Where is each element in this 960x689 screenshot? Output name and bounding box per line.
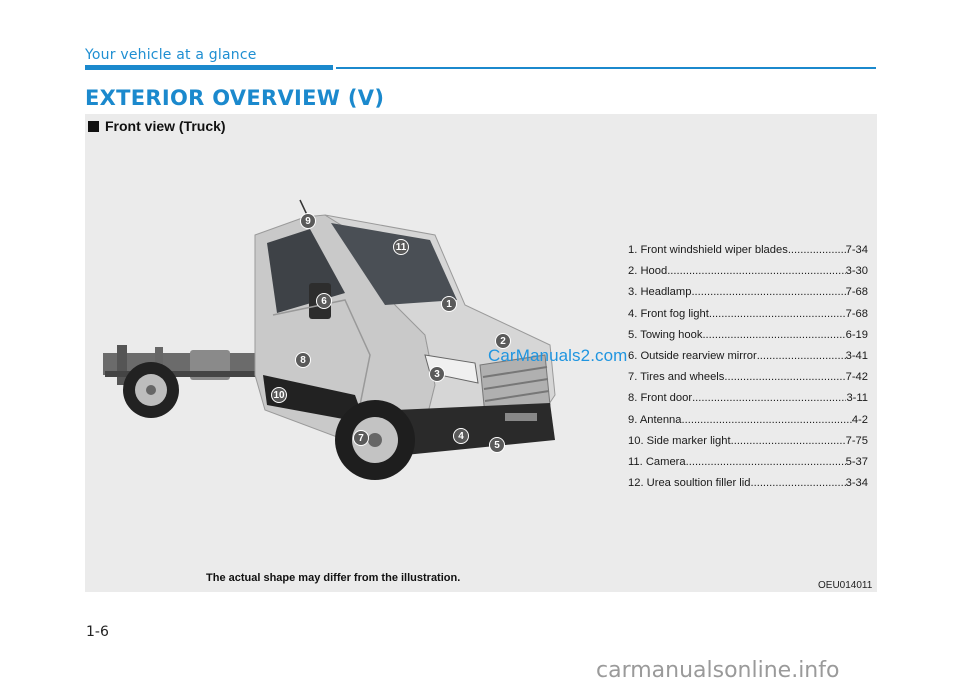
header-rule-thin bbox=[336, 67, 876, 69]
front-wheel bbox=[335, 400, 415, 480]
legend-item: 4. Front fog light ..... 7-68 bbox=[628, 304, 868, 325]
legend-item: 10. Side marker light ..... 7-75 bbox=[628, 431, 868, 452]
legend-item: 7. Tires and wheels ..... 7-42 bbox=[628, 367, 868, 388]
callout-4: 4 bbox=[453, 428, 469, 444]
legend-item: 1. Front windshield wiper blades ..... 7-34 bbox=[628, 240, 868, 261]
rear-wheel bbox=[123, 362, 179, 418]
legend-item: 8. Front door ..... 3-11 bbox=[628, 388, 868, 409]
legend-item: 6. Outside rearview mirror ..... 3-41 bbox=[628, 346, 868, 367]
legend-item: 3. Headlamp ..... 7-68 bbox=[628, 282, 868, 303]
page-title: EXTERIOR OVERVIEW (V) bbox=[85, 86, 385, 110]
watermark-text: CarManuals2.com bbox=[488, 346, 628, 365]
callout-7: 7 bbox=[353, 430, 369, 446]
callout-5: 5 bbox=[489, 437, 505, 453]
front-bumper bbox=[395, 403, 555, 455]
legend-item: 11. Camera ..... 5-37 bbox=[628, 452, 868, 473]
component-legend bbox=[628, 240, 868, 494]
callout-2: 2 bbox=[495, 333, 511, 349]
image-code: OEU014011 bbox=[818, 580, 873, 591]
callout-9: 9 bbox=[300, 213, 316, 229]
legend-item: 5. Towing hook ..... 6-19 bbox=[628, 325, 868, 346]
legend-item: 12. Urea soultion filler lid ..... 3-34 bbox=[628, 473, 868, 494]
callout-3: 3 bbox=[429, 366, 445, 382]
callout-6: 6 bbox=[316, 293, 332, 309]
callout-1: 1 bbox=[441, 296, 457, 312]
page-number: 1-6 bbox=[86, 624, 109, 640]
illustration-note: The actual shape may differ from the illustration. bbox=[206, 572, 461, 584]
legend-item: 9. Antenna ..... 4-2 bbox=[628, 410, 868, 431]
footer-site-watermark: carmanualsonline.info bbox=[596, 658, 840, 683]
square-bullet-icon bbox=[88, 121, 99, 132]
callout-10: 10 bbox=[271, 387, 287, 403]
panel-title-text: Front view (Truck) bbox=[105, 118, 226, 134]
panel-title bbox=[88, 118, 226, 134]
callout-11: 11 bbox=[393, 239, 409, 255]
section-header: Your vehicle at a glance bbox=[85, 47, 257, 63]
callout-8: 8 bbox=[295, 352, 311, 368]
legend-item: 2. Hood ..... 3-30 bbox=[628, 261, 868, 282]
header-rule-thick bbox=[85, 65, 333, 70]
